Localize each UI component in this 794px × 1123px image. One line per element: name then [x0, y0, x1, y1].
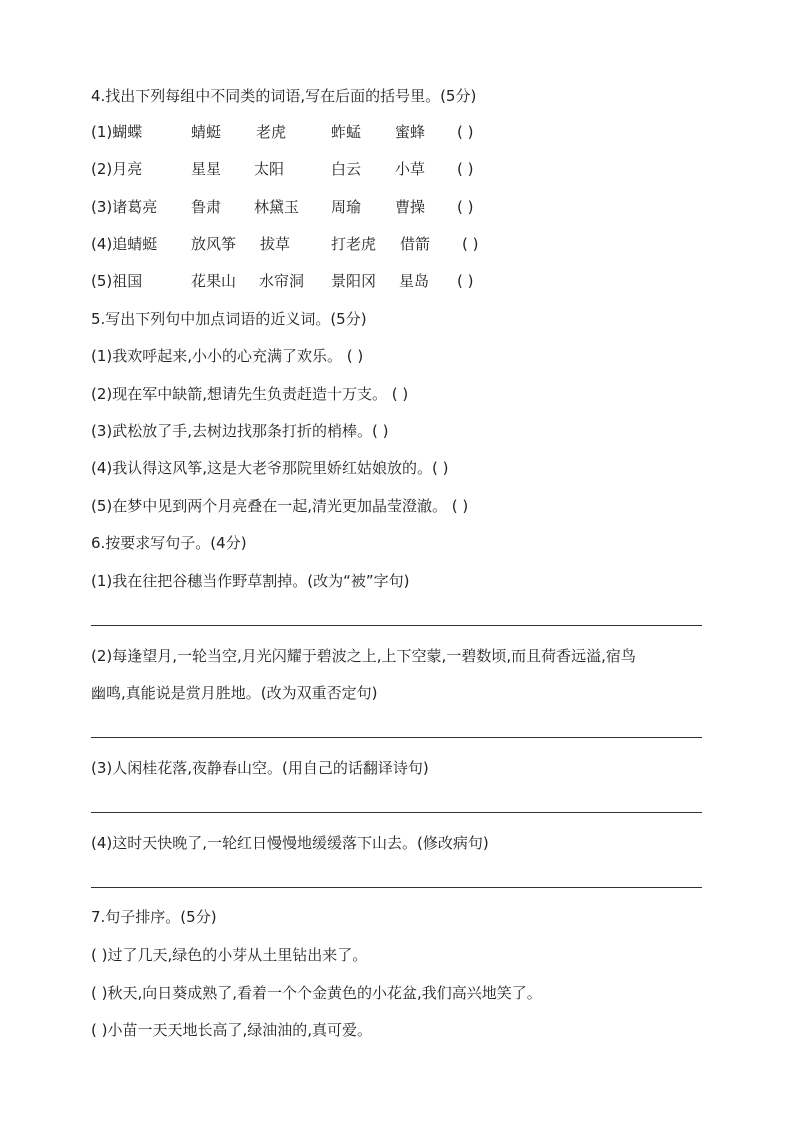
q4-row-1-answer-blank[interactable]: ( ) [457, 123, 474, 141]
q7-item-2[interactable]: ( )秋天,向日葵成熟了,看着一个个金黄色的小花盆,我们高兴地笑了。 [91, 984, 542, 1002]
q4-row-3-answer-blank[interactable]: ( ) [457, 198, 474, 216]
q5-item-5[interactable]: (5)在梦中见到两个月亮叠在一起,清光更加晶莹澄澈。 ( ) [91, 497, 469, 515]
q6-item-3-answer-line[interactable] [91, 812, 702, 813]
q6-item-4-answer-line[interactable] [91, 887, 702, 888]
q7-item-1[interactable]: ( )过了几天,绿色的小芽从土里钻出来了。 [91, 946, 368, 964]
q4-title: 4.找出下列每组中不同类的词语,写在后面的括号里。(5分) [91, 87, 477, 105]
q4-row-3-word-4: 曹操 [395, 198, 426, 216]
q7-title: 7.句子排序。(5分) [91, 908, 217, 926]
q6-item-3: (3)人闲桂花落,夜静春山空。(用自己的话翻译诗句) [91, 759, 429, 777]
q5-title: 5.写出下列句中加点词语的近义词。(5分) [91, 310, 367, 328]
q4-row-4-word-1: 放风筝 [191, 235, 237, 253]
q5-item-1[interactable]: (1)我欢呼起来,小小的心充满了欢乐。 ( ) [91, 347, 364, 365]
q5-item-4[interactable]: (4)我认得这风筝,这是大老爷那院里娇红姑娘放的。( ) [91, 459, 449, 477]
q6-item-2-line-1: (2)每逢望月,一轮当空,月光闪耀于碧波之上,上下空蒙,一碧数顷,而且荷香远溢,宿鸟 [91, 647, 636, 665]
q4-row-5-word-3: 景阳冈 [331, 272, 377, 290]
q4-row-4-num: (4)追蜻蜓 [91, 235, 158, 253]
q6-item-2-answer-line[interactable] [91, 737, 702, 738]
q5-item-3[interactable]: (3)武松放了手,去树边找那条打折的梢棒。( ) [91, 422, 389, 440]
q6-item-4: (4)这时天快晚了,一轮红日慢慢地缓缓落下山去。(修改病句) [91, 834, 489, 852]
q4-row-3-word-1: 鲁肃 [191, 198, 222, 216]
q4-row-5-answer-blank[interactable]: ( ) [457, 272, 474, 290]
q4-row-2-word-4: 小草 [395, 160, 426, 178]
q4-row-2-word-2: 太阳 [254, 160, 285, 178]
q4-row-1-word-3: 蚱蜢 [331, 123, 362, 141]
q4-row-3-num: (3)诸葛亮 [91, 198, 158, 216]
q5-item-2[interactable]: (2)现在军中缺箭,想请先生负责赶造十万支。 ( ) [91, 385, 409, 403]
q4-row-2-word-3: 白云 [331, 160, 362, 178]
q4-row-5-word-4: 星岛 [399, 272, 430, 290]
q4-row-5-word-2: 水帘洞 [259, 272, 305, 290]
q4-row-1-word-1: 蜻蜓 [191, 123, 222, 141]
q6-item-2-line-2: 幽鸣,真能说是赏月胜地。(改为双重否定句) [91, 684, 378, 702]
q4-row-4-answer-blank[interactable]: ( ) [462, 235, 479, 253]
q4-row-2-word-1: 星星 [191, 160, 222, 178]
q6-item-1-answer-line[interactable] [91, 625, 702, 626]
q4-row-1-word-2: 老虎 [256, 123, 287, 141]
q4-row-5-word-1: 花果山 [191, 272, 237, 290]
q6-title: 6.按要求写句子。(4分) [91, 534, 247, 552]
q4-row-1-num: (1)蝴蝶 [91, 123, 143, 141]
q4-row-4-word-3: 打老虎 [331, 235, 377, 253]
q4-row-3-word-3: 周瑜 [331, 198, 362, 216]
q6-item-1: (1)我在往把谷穗当作野草割掉。(改为“被”字句) [91, 572, 410, 590]
q4-row-4-word-4: 借箭 [400, 235, 431, 253]
q7-item-3[interactable]: ( )小苗一天天地长高了,绿油油的,真可爱。 [91, 1021, 373, 1039]
q4-row-5-num: (5)祖国 [91, 272, 143, 290]
q4-row-2-num: (2)月亮 [91, 160, 143, 178]
q4-row-2-answer-blank[interactable]: ( ) [457, 160, 474, 178]
q4-row-4-word-2: 拔草 [260, 235, 291, 253]
q4-row-1-word-4: 蜜蜂 [395, 123, 426, 141]
q4-row-3-word-2: 林黛玉 [254, 198, 300, 216]
